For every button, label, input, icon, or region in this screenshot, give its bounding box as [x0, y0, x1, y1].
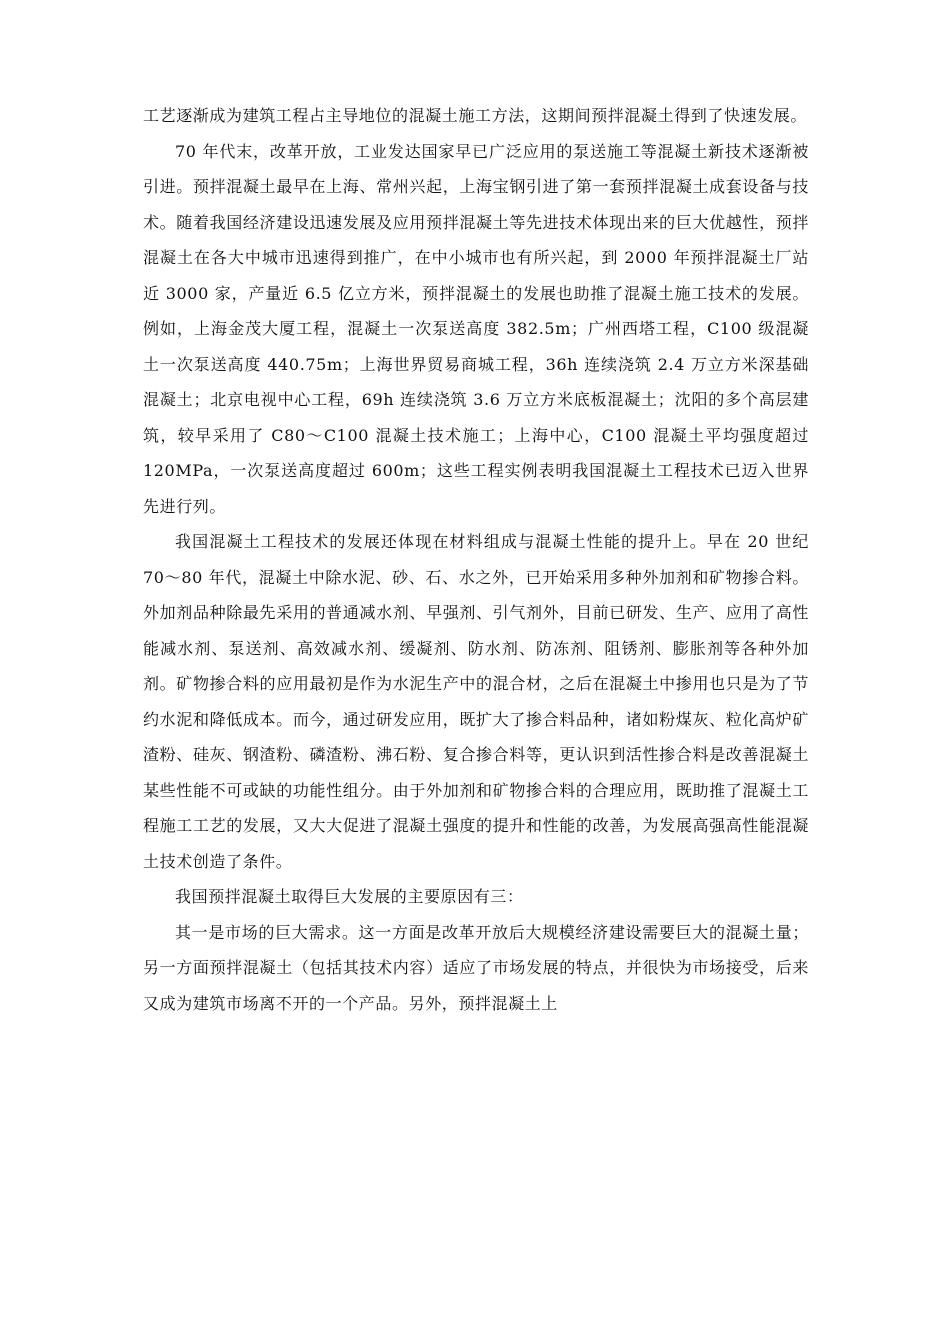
- document-body: [143, 98, 809, 1021]
- paragraph-continued: 工艺逐渐成为建筑工程占主导地位的混凝土施工方法，这期间预拌混凝土得到了快速发展。: [143, 106, 808, 125]
- paragraph-market-demand: 其一是市场的巨大需求。这一方面是改革开放后大规模经济建设需要巨大的混凝土量；另一方面预拌混凝土（包括其技术内容）适应了市场发展的特点，并很快为市场接受，后来又成为建筑市场离不开的一个产品。另外，预拌混凝土上: [143, 922, 809, 1013]
- paragraph-materials: 我国混凝土工程技术的发展还体现在材料组成与混凝土性能的提升上。早在 20 世纪 70～80 年代，混凝土中除水泥、砂、石、水之外，已开始采用多种外加剂和矿物掺合料。外加剂品种除最先采用的普通减水剂、早强剂、引气剂外，目前已研发、生产、应用了高性能减水剂、泵送剂、高效减水剂、缓凝剂、防水剂、防冻剂、阻锈剂、膨胀剂等各种外加剂。矿物掺合料的应用最初是作为水泥生产中的混合材，之后在混凝土中掺用也只是为了节约水泥和降低成本。而今，通过研发应用，既扩大了掺合料品种，诸如粉煤灰、粒化高炉矿渣粉、硅灰、钢渣粉、磷渣粉、沸石粉、复合掺合料等，更认识到活性掺合料是改善混凝土某些性能不可或缺的功能性组分。由于外加剂和矿物掺合料的合理应用，既助推了混凝土工程施工工艺的发展，又大大促进了混凝土强度的提升和性能的改善，为发展高强高性能混凝土技术创造了条件。: [143, 532, 809, 871]
- paragraph-1970s-pumping: 70 年代末，改革开放，工业发达国家早已广泛应用的泵送施工等混凝土新技术逐渐被引进。预拌混凝土最早在上海、常州兴起，上海宝钢引进了第一套预拌混凝土成套设备与技术。随着我国经济建设迅速发展及应用预拌混凝土等先进技术体现出来的巨大优越性，预拌混凝土在各大中城市迅速得到推广，在中小城市也有所兴起，到 2000 年预拌混凝土厂站近 3000 家，产量近 6.5 亿立方米，预拌混凝土的发展也助推了混凝土施工技术的发展。例如，上海金茂大厦工程，混凝土一次泵送高度 382.5m；广州西塔工程，C100 级混凝土一次泵送高度 440.75m；上海世界贸易商城工程，36h 连续浇筑 2.4 万立方米深基础混凝土；北京电视中心工程，69h 连续浇筑 3.6 万立方米底板混凝土；沈阳的多个高层建筑，较早采用了 C80～C100 混凝土技术施工；上海中心，C100 混凝土平均强度超过 120MPa，一次泵送高度超过 600m；这些工程实例表明我国混凝土工程技术已迈入世界先进行列。: [143, 141, 809, 516]
- paragraph-three-reasons: 我国预拌混凝土取得巨大发展的主要原因有三：: [175, 887, 524, 906]
